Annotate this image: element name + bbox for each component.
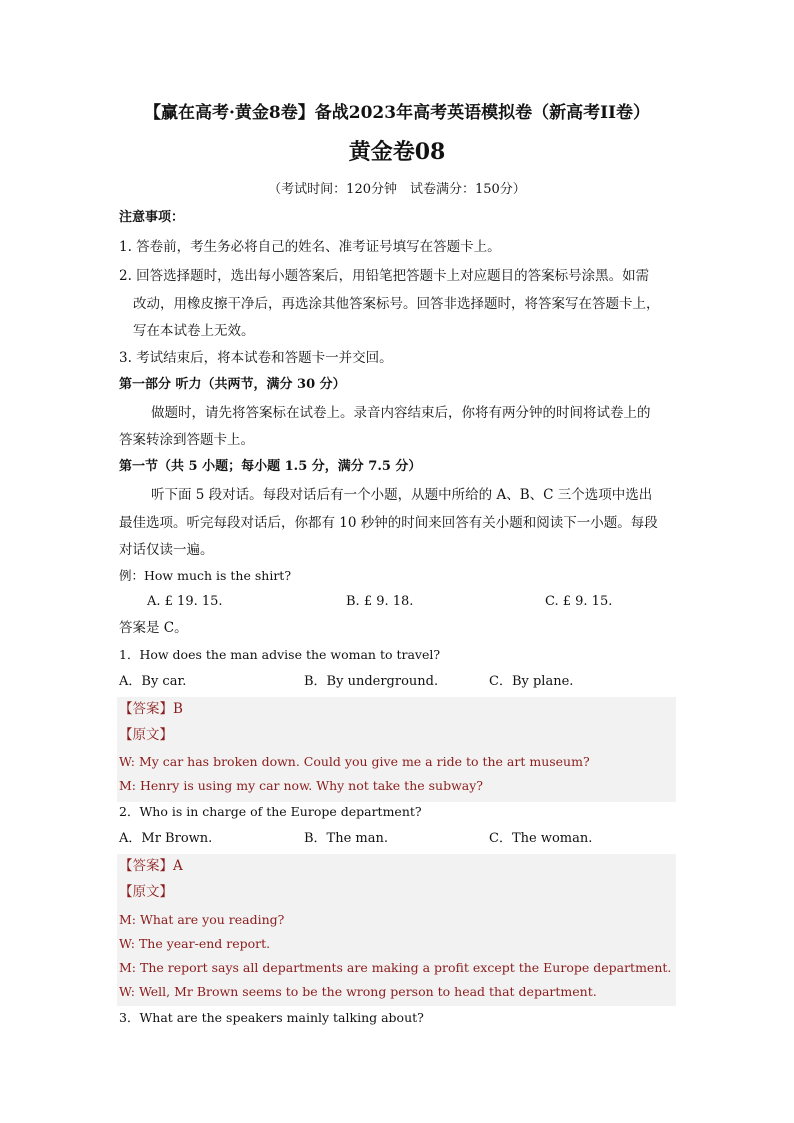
example-option-a: A. £ 19. 15.: [147, 594, 223, 609]
notes-heading: 注意事项：: [119, 210, 185, 225]
question-1: 1．How does the man advise the woman to travel?: [119, 647, 441, 662]
example-option-b: B. £ 9. 18.: [346, 594, 414, 609]
section1-heading: 第一节（共 5 小题；每小题 1.5 分，满分 7.5 分）: [119, 459, 422, 474]
example-answer: 答案是 C。: [119, 620, 188, 636]
question-3: 3．What are the speakers mainly talking about?: [119, 1010, 424, 1025]
note-item-3: 3. 考试结束后，将本试卷和答题卡一并交回。: [119, 350, 393, 366]
note-item-2: 2. 回答选择题时，选出每小题答案后，用铅笔把答题卡上对应题目的答案标号涂黑。如需: [119, 268, 650, 284]
exam-subtitle: 黄金卷08: [348, 139, 446, 165]
q2-script-line3: M: The report says all departments are making a profit except the Europe department.: [119, 960, 672, 975]
q2-script-label: 【原文】: [119, 884, 173, 900]
section1-intro-line1: 听下面 5 段对话。每段对话后有一个小题，从题中所给的 A、B、C 三个选项中选出: [151, 487, 653, 503]
q1-option-b: B．By underground.: [304, 674, 439, 689]
note-item-2-cont2: 写在本试卷上无效。: [133, 323, 255, 339]
exam-title: 【赢在高考·黄金8卷】备战2023年高考英语模拟卷（新高考II卷）: [144, 103, 650, 123]
q2-script-line2: W: The year-end report.: [119, 936, 271, 951]
example-question: 例：How much is the shirt?: [119, 568, 292, 583]
section1-intro-line3: 对话仅读一遍。: [119, 542, 214, 558]
q1-script-line1: W: My car has broken down. Could you give me a ride to the art museum?: [119, 754, 590, 769]
q2-option-a: A．Mr Brown.: [119, 831, 213, 846]
q2-script-line1: M: What are you reading?: [119, 912, 285, 927]
note-item-2-cont: 改动，用橡皮擦干净后，再选涂其他答案标号。回答非选择题时，将答案写在答题卡上，: [133, 296, 660, 312]
q1-script-line2: M: Henry is using my car now. Why not take the subway?: [119, 778, 484, 793]
q2-answer: 【答案】A: [119, 858, 183, 874]
part1-intro-line2: 答案转涂到答题卡上。: [119, 432, 254, 448]
part1-heading: 第一部分 听力（共两节，满分 30 分）: [119, 377, 346, 392]
q2-option-c: C．The woman.: [489, 831, 593, 846]
note-item-1: 1. 答卷前，考生务必将自己的姓名、准考证号填写在答题卡上。: [119, 239, 501, 255]
question-2: 2．Who is in charge of the Europe department?: [119, 804, 422, 819]
part1-intro-line1: 做题时，请先将答案标在试卷上。录音内容结束后，你将有两分钟的时间将试卷上的: [151, 405, 651, 421]
q1-script-label: 【原文】: [119, 727, 173, 743]
q1-answer: 【答案】B: [119, 701, 183, 717]
q1-option-c: C．By plane.: [489, 674, 574, 689]
example-option-c: C. £ 9. 15.: [545, 594, 613, 609]
q2-script-line4: W: Well, Mr Brown seems to be the wrong person to head that department.: [119, 984, 597, 999]
exam-info: （考试时间：120分钟 试卷满分：150分）: [268, 182, 526, 197]
section1-intro-line2: 最佳选项。听完每段对话后，你都有 10 秒钟的时间来回答有关小题和阅读下一小题。每段: [119, 515, 658, 531]
q1-option-a: A．By car.: [119, 674, 187, 689]
q2-option-b: B．The man.: [304, 831, 389, 846]
